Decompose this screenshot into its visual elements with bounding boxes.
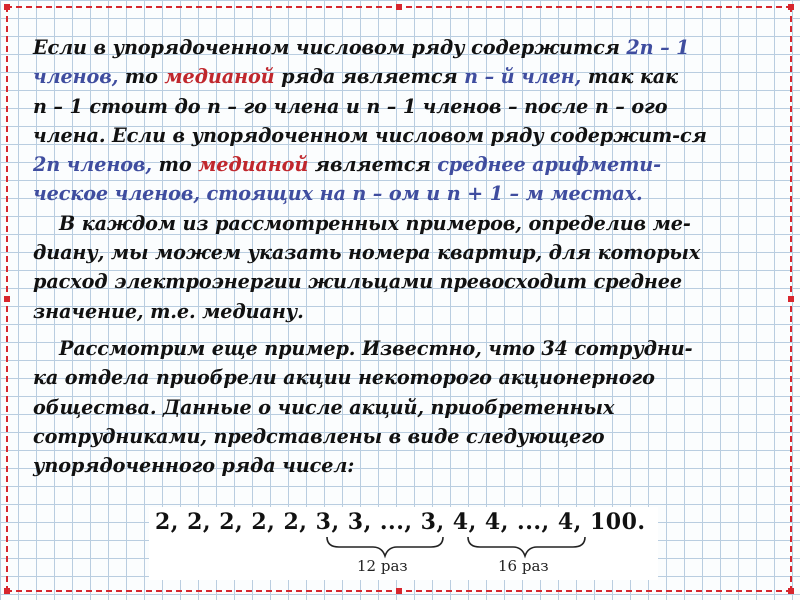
text-line: n – 1 стоит до n – го члена и n – 1 членов – после n – ого	[33, 94, 668, 118]
border-mid-dot	[396, 4, 402, 10]
border-mid-dot	[788, 296, 794, 302]
text-line: общества. Данные о числе акций, приобретенных	[33, 395, 615, 419]
text-line: сотрудниками, представлены в виде следующего	[33, 424, 605, 448]
text-line: 2n членов, то медианой является среднее арифмети-	[33, 153, 662, 177]
number-sequence: 2, 2, 2, 2, 2, 3, 3, ..., 3, 4, 4, ..., 4, 100.	[155, 509, 646, 535]
text-line: диану, мы можем указать номера квартир, для которых	[33, 241, 701, 265]
text-line: членов, то медианой ряда является n – й член, так как	[33, 65, 678, 89]
text-line: Если в упорядоченном числовом ряду содержится 2n – 1	[33, 36, 690, 59]
border-corner-dot	[4, 588, 10, 594]
text-line: члена. Если в упорядоченном числовом ряду содержит-ся	[33, 123, 707, 147]
brace-label-16: 16 раз	[498, 557, 549, 575]
slide-text	[33, 33, 775, 480]
text-line: упорядоченного ряда чисел:	[33, 454, 355, 478]
brace-label-12: 12 раз	[357, 557, 408, 575]
paragraph-median-definition	[33, 33, 775, 209]
border-corner-dot	[4, 4, 10, 10]
border-mid-dot	[396, 588, 402, 594]
text-line: В каждом из рассмотренных примеров, определив ме-	[59, 211, 691, 235]
number-sequence-image	[149, 507, 658, 580]
term-median: медианой	[198, 153, 309, 177]
border-corner-dot	[788, 4, 794, 10]
text-line: ческое членов, стоящих на n – ом и n + 1 – м местах.	[33, 182, 643, 206]
border-corner-dot	[788, 588, 794, 594]
text-line: расход электроэнергии жильцами превосходит среднее	[33, 270, 682, 294]
border-mid-dot	[4, 296, 10, 302]
paragraph-new-example	[33, 334, 775, 480]
text-line: Рассмотрим еще пример. Известно, что 34 сотрудни-	[59, 336, 693, 360]
text-line: ка отдела приобрели акции некоторого акционерного	[33, 366, 655, 390]
paragraph-examples	[33, 209, 775, 326]
term-median: медианой	[164, 65, 275, 89]
text-line: значение, т.е. медиану.	[33, 299, 304, 323]
